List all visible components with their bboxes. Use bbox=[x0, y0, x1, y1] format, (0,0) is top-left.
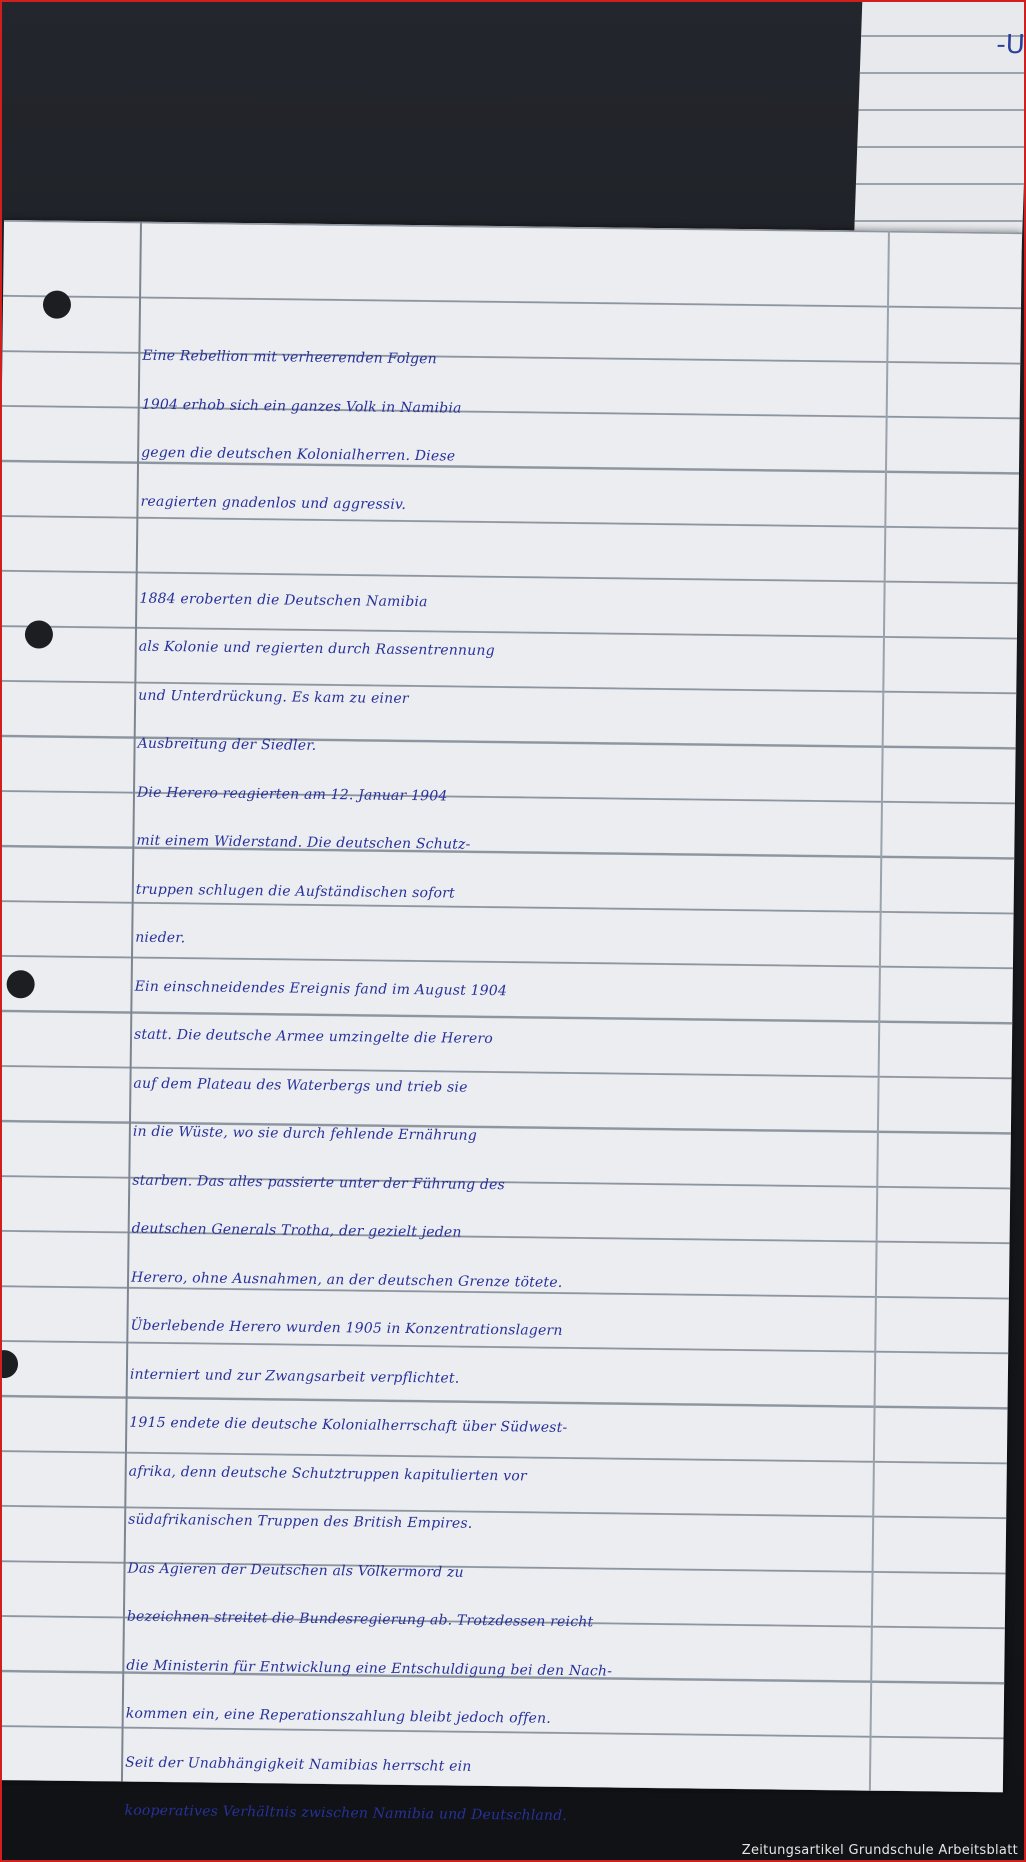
note-line: bezeichnen streitet die Bundesregierung ab. Trotzdessen reicht bbox=[126, 1608, 594, 1631]
note-line: die Ministerin für Entwicklung eine Entschuldigung bei den Nach- bbox=[126, 1657, 613, 1680]
note-line: truppen schlugen die Aufständischen sofort bbox=[135, 881, 456, 902]
note-line: Die Herero reagierten am 12. Januar 1904 bbox=[136, 784, 448, 804]
note-line: südafrikanischen Truppen des British Empires. bbox=[128, 1511, 473, 1532]
note-line: mit einem Widerstand. Die deutschen Schutz- bbox=[136, 832, 471, 853]
note-line: kooperatives Verhältnis zwischen Namibia und Deutschland. bbox=[124, 1802, 568, 1824]
note-line: reagierten gnadenlos und aggressiv. bbox=[140, 493, 407, 513]
note-line: 1884 eroberten die Deutschen Namibia bbox=[139, 590, 428, 610]
image-caption: Zeitungsartikel Grundschule Arbeitsblatt bbox=[741, 1843, 1018, 1858]
note-line: Das Agieren der Deutschen als Völkermord zu bbox=[127, 1560, 464, 1581]
note-title: Eine Rebellion mit verheerenden Folgen bbox=[142, 347, 438, 368]
note-line: deutschen Generals Trotha, der gezielt jeden bbox=[131, 1220, 462, 1241]
note-line: statt. Die deutsche Armee umzingelte die Herero bbox=[133, 1026, 494, 1048]
handwritten-text bbox=[124, 332, 982, 1846]
note-line: Überlebende Herero wurden 1905 in Konzentrationslagern bbox=[130, 1317, 563, 1339]
note-line: Ausbreitung der Siedler. bbox=[137, 735, 317, 754]
note-line: nieder. bbox=[135, 929, 186, 947]
punch-hole bbox=[6, 970, 34, 998]
note-line: afrika, denn deutsche Schutztruppen kapitulierten vor bbox=[128, 1463, 527, 1484]
note-line: starben. Das alles passierte unter der Führung des bbox=[132, 1172, 506, 1193]
note-line: Ein einschneidendes Ereignis fand im August 1904 bbox=[134, 978, 508, 999]
note-line: und Unterdrückung. Es kam zu einer bbox=[138, 687, 409, 707]
lined-paper-sheet bbox=[0, 220, 1022, 1824]
punch-hole bbox=[43, 290, 71, 318]
note-line: interniert und zur Zwangsarbeit verpflichtet. bbox=[129, 1366, 460, 1387]
punch-hole bbox=[25, 620, 53, 648]
punch-hole bbox=[0, 1350, 18, 1378]
note-line: 1904 erhob sich ein ganzes Volk in Namibia bbox=[141, 396, 462, 417]
note-line: in die Wüste, wo sie durch fehlende Ernährung bbox=[132, 1123, 478, 1144]
background-paper-sheet bbox=[854, 0, 1026, 250]
background-sheet-ink: -U bbox=[995, 30, 1026, 60]
note-line: gegen die deutschen Kolonialherren. Diese bbox=[141, 444, 456, 465]
note-line: kommen ein, eine Reperationszahlung bleibt jedoch offen. bbox=[125, 1705, 552, 1727]
note-line: Seit der Unabhängigkeit Namibias herrscht ein bbox=[125, 1754, 472, 1775]
note-line: Herero, ohne Ausnahmen, an der deutschen Grenze tötete. bbox=[130, 1269, 563, 1291]
note-line: auf dem Plateau des Waterbergs und trieb sie bbox=[133, 1075, 468, 1096]
note-line: als Kolonie und regierten durch Rassentrennung bbox=[138, 638, 495, 660]
note-line: 1915 endete die deutsche Kolonialherrschaft über Südwest- bbox=[129, 1414, 568, 1436]
